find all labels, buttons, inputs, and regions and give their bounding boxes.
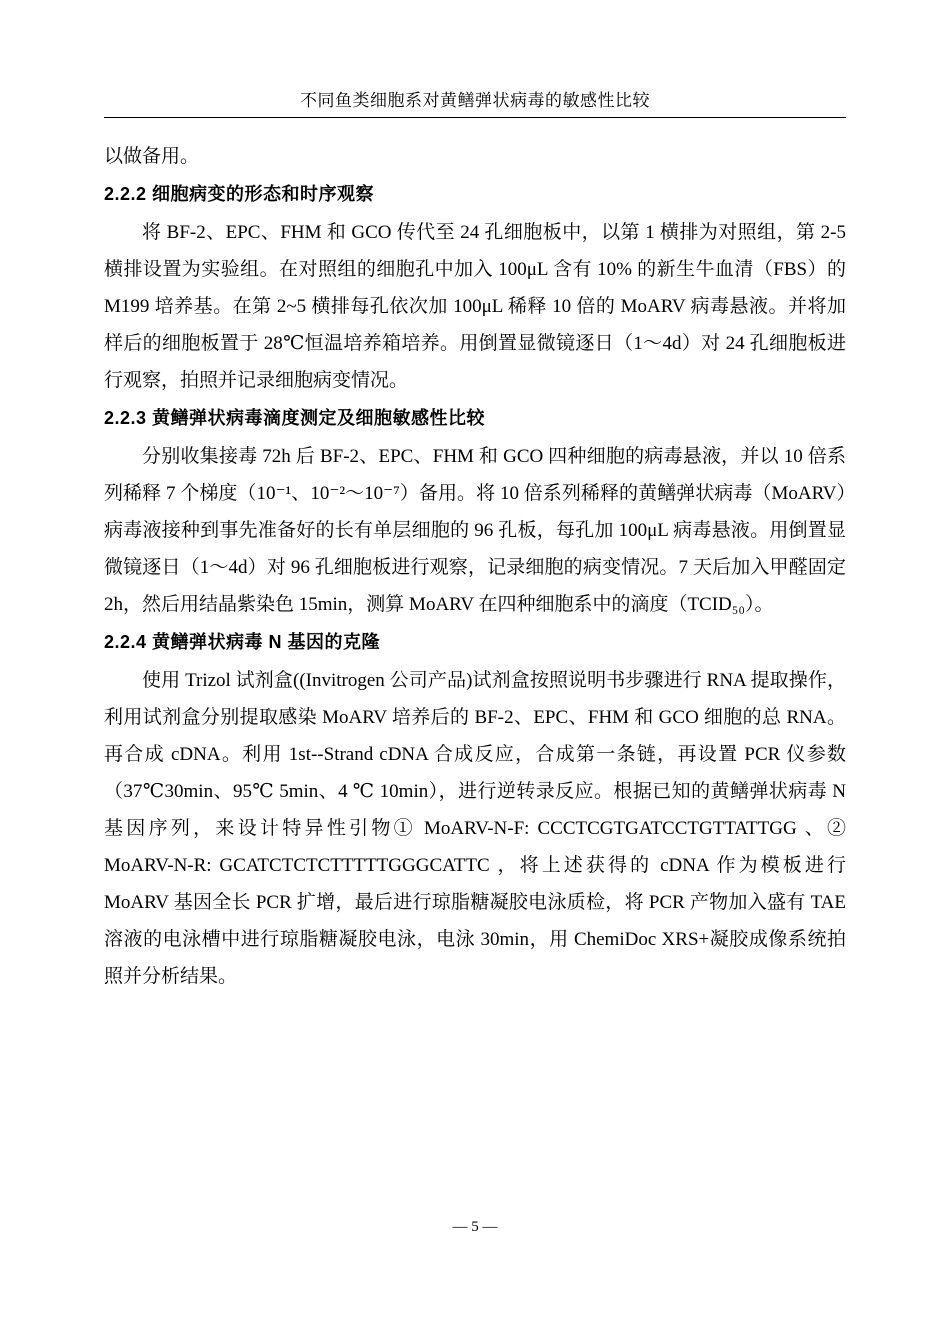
section-paragraph-2-2-4: 使用 Trizol 试剂盒((Invitrogen 公司产品)试剂盒按照说明书步骤进行 RNA 提取操作，利用试剂盒分别提取感染 MoARV 培养后的 BF-2、EPC、FHM 和 GCO 细胞的总 RNA。再合成 cDNA。利用 1st--Strand cDNA 合成反应，合成第一条链，再设置 PCR 仪参数（37℃30min、95℃ 5min、4 ℃ 10min），进行逆转录反应。根据已知的黄鳝弹状病毒 N 基因序列，来设计特异性引物① MoARV-N-F: CCCTCGTGATCCTGTTATTGG 、② MoARV-N-R: GCATCTCTCTTTTTGGGCATTC ，将上述获得的 cDNA 作为模板进行 MoARV 基因全长 PCR 扩增，最后进行琼脂糖凝胶电泳质检，将 PCR 产物加入盛有 TAE 溶液的电泳槽中进行琼脂糖凝胶电泳，电泳 30min，用 ChemiDoc XRS+凝胶成像系统拍照并分析结果。	[104, 670, 846, 987]
section-heading-2-2-4: 2.2.4 黄鳝弹状病毒 N 基因的克隆	[104, 632, 381, 652]
section-paragraph-2-2-3: 分别收集接毒 72h 后 BF-2、EPC、FHM 和 GCO 四种细胞的病毒悬液，并以 10 倍系列稀释 7 个梯度（10⁻¹、10⁻²～10⁻⁷）备用。将 10 倍系列稀释的黄鳝弹状病毒（MoARV）病毒液接种到事先准备好的长有单层细胞的 96 孔板，每孔加 100μL 病毒悬液。用倒置显微镜逐日（1～4d）对 96 孔细胞板进行观察，记录细胞的病变情况。7 天后加入甲醛固定 2h，然后用结晶紫染色 15min，测算 MoARV 在四种细胞系中的滴度（TCID₅₀）。	[104, 446, 846, 615]
leading-paragraph: 以做备用。	[104, 146, 200, 167]
page-header	[104, 0, 846, 118]
section-heading-2-2-2: 2.2.2 细胞病变的形态和时序观察	[104, 184, 375, 204]
section-heading-2-2-3: 2.2.3 黄鳝弹状病毒滴度测定及细胞敏感性比较	[104, 408, 486, 428]
page-number: — 5 —	[452, 1219, 498, 1235]
running-head-title: 不同鱼类细胞系对黄鳝弹状病毒的敏感性比较	[104, 90, 846, 118]
page-footer	[0, 1218, 950, 1236]
section-paragraph-2-2-2: 将 BF-2、EPC、FHM 和 GCO 传代至 24 孔细胞板中，以第 1 横排为对照组，第 2-5 横排设置为实验组。在对照组的细胞孔中加入 100μL 含有 10% 的新生牛血清（FBS）的 M199 培养基。在第 2~5 横排每孔依次加 100μL 稀释 10 倍的 MoARV 病毒悬液。并将加样后的细胞板置于 28℃恒温培养箱培养。用倒置显微镜逐日（1～4d）对 24 孔细胞板进行观察，拍照并记录细胞病变情况。	[104, 222, 846, 391]
document-body	[104, 138, 846, 995]
